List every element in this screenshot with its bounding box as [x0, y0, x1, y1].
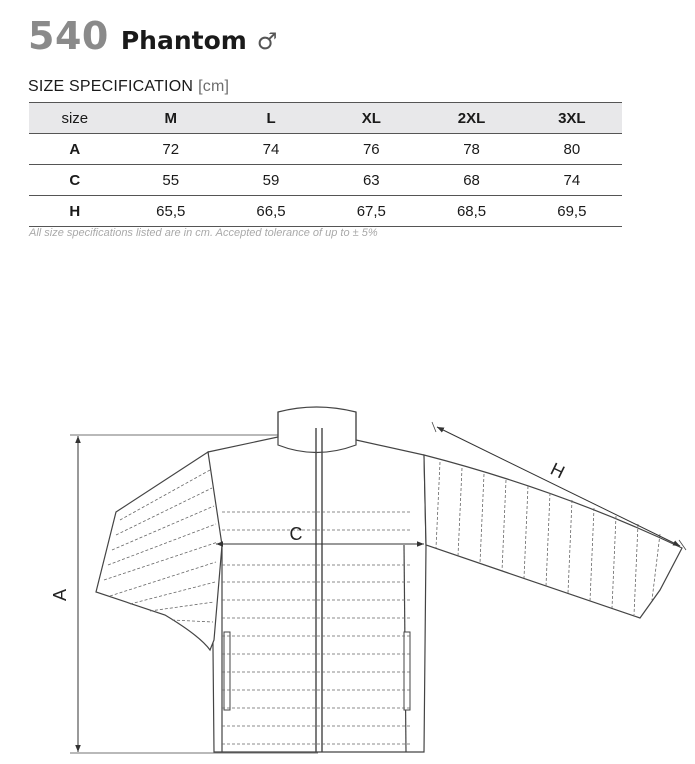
header-2xl: 2XL	[421, 103, 521, 134]
label-c: C	[289, 524, 303, 544]
table-cell: 63	[321, 165, 421, 196]
label-h: H	[547, 458, 568, 483]
table-cell: 66,5	[221, 196, 321, 227]
table-cell: 72	[121, 134, 221, 165]
row-label: A	[29, 134, 121, 165]
header-size: size	[29, 103, 121, 134]
table-cell: 68	[421, 165, 521, 196]
tolerance-note: All size specifications listed are in cm. Accepted tolerance of up to ± 5%	[29, 227, 378, 239]
table-cell: 69,5	[522, 196, 622, 227]
header-m: M	[121, 103, 221, 134]
table-cell: 65,5	[121, 196, 221, 227]
table-cell: 74	[522, 165, 622, 196]
row-label: H	[29, 196, 121, 227]
male-gender-icon: ♂	[256, 29, 278, 55]
table-cell: 80	[522, 134, 622, 165]
header-l: L	[221, 103, 321, 134]
row-label: C	[29, 165, 121, 196]
table-cell: 67,5	[321, 196, 421, 227]
table-cell: 74	[221, 134, 321, 165]
table-cell: 59	[221, 165, 321, 196]
product-code: 540	[28, 14, 109, 58]
header-3xl: 3XL	[522, 103, 622, 134]
product-name: Phantom	[120, 26, 247, 55]
table-cell: 78	[421, 134, 521, 165]
spec-unit: [cm]	[198, 78, 230, 95]
table-cell: 55	[121, 165, 221, 196]
table-cell: 68,5	[421, 196, 521, 227]
header-xl: XL	[321, 103, 421, 134]
label-a: A	[50, 588, 70, 602]
spec-title-text: SIZE SPECIFICATION	[28, 78, 194, 95]
table-cell: 76	[321, 134, 421, 165]
jacket-body	[96, 407, 682, 752]
